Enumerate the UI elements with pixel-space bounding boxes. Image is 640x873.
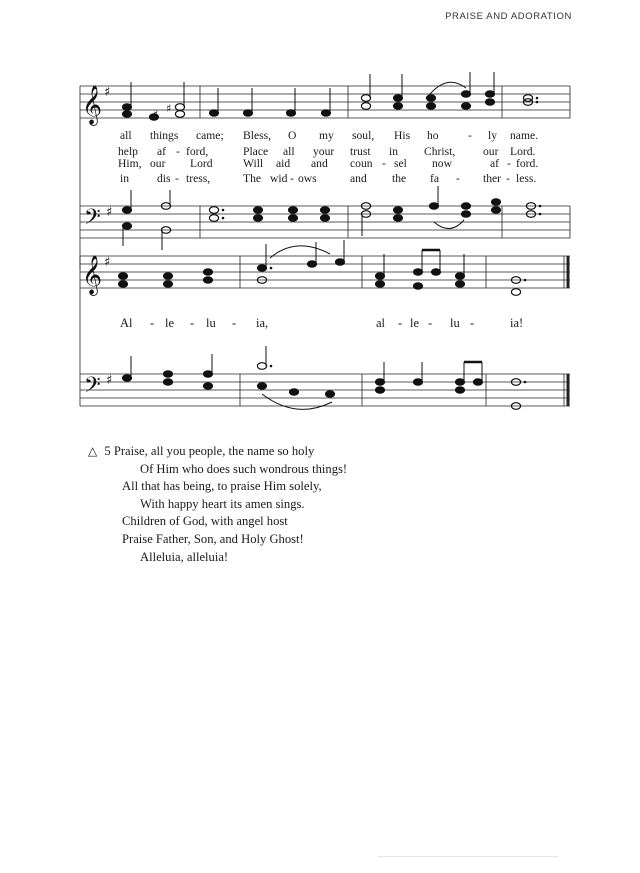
triangle-marker-icon: △: [88, 444, 98, 458]
verse-line-1: [88, 443, 568, 461]
footer-rule: [378, 856, 558, 857]
lyric-line-4: in dis - tress, The wid - ows and the fa - ther - less.: [120, 172, 537, 185]
lyric-line-3: Him, our Lord Will aid and coun - sel now af - ford.: [118, 157, 539, 170]
verse-text: Praise, all you people, the name so holy: [113, 444, 315, 458]
verse-line-3: All that has being, to praise Him solely,: [122, 479, 322, 494]
bass-notes-2: [122, 346, 526, 409]
system-2: [80, 240, 570, 409]
bass-notes-1: [122, 186, 541, 250]
bass-key-sharp-2: ♯: [106, 373, 113, 388]
lyrics-block-1: [118, 129, 538, 185]
lyric-line-1: all things came; Bless, O my soul, His ho - ly name.: [120, 129, 539, 142]
bass-key-sharp-1: ♯: [106, 205, 113, 220]
treble-staff-2: [80, 256, 570, 406]
treble-clef-2: 𝄞: [82, 255, 103, 295]
bass-clef-2: 𝄢: [84, 373, 101, 403]
treble-notes-1: [122, 72, 538, 121]
treble-notes-2: [118, 240, 526, 295]
svg-text:♯: ♯: [166, 102, 172, 115]
system-1: [80, 72, 570, 270]
section-title: PRAISE AND ADORATION: [445, 11, 572, 22]
verse-line-5: Children of God, with angel host: [122, 514, 288, 529]
verse-line-4: With happy heart its amen sings.: [140, 496, 305, 511]
svg-text:♯: ♯: [153, 108, 159, 121]
treble-clef-1: 𝄞: [82, 85, 103, 125]
verse-line-2: Of Him who does such wondrous things!: [140, 461, 348, 476]
key-sharp-1: ♯: [104, 85, 111, 100]
verse-line-7: Alleluia, alleluia!: [140, 549, 229, 564]
hymn-notation: [0, 0, 640, 430]
verse-number: 5: [104, 444, 111, 458]
bass-staff-2: [80, 374, 570, 406]
alleluia-lyric-line: Al - le - lu - ia, al - le - lu - ia!: [120, 316, 524, 330]
key-sharp-2: ♯: [104, 255, 111, 270]
bass-clef-1: 𝄢: [84, 205, 101, 235]
lyric-line-2: help af - ford, Place all your trust in Christ, our Lord.: [118, 145, 536, 158]
verse-line-6: Praise Father, Son, and Holy Ghost!: [122, 531, 304, 546]
verse-5: [88, 443, 568, 566]
